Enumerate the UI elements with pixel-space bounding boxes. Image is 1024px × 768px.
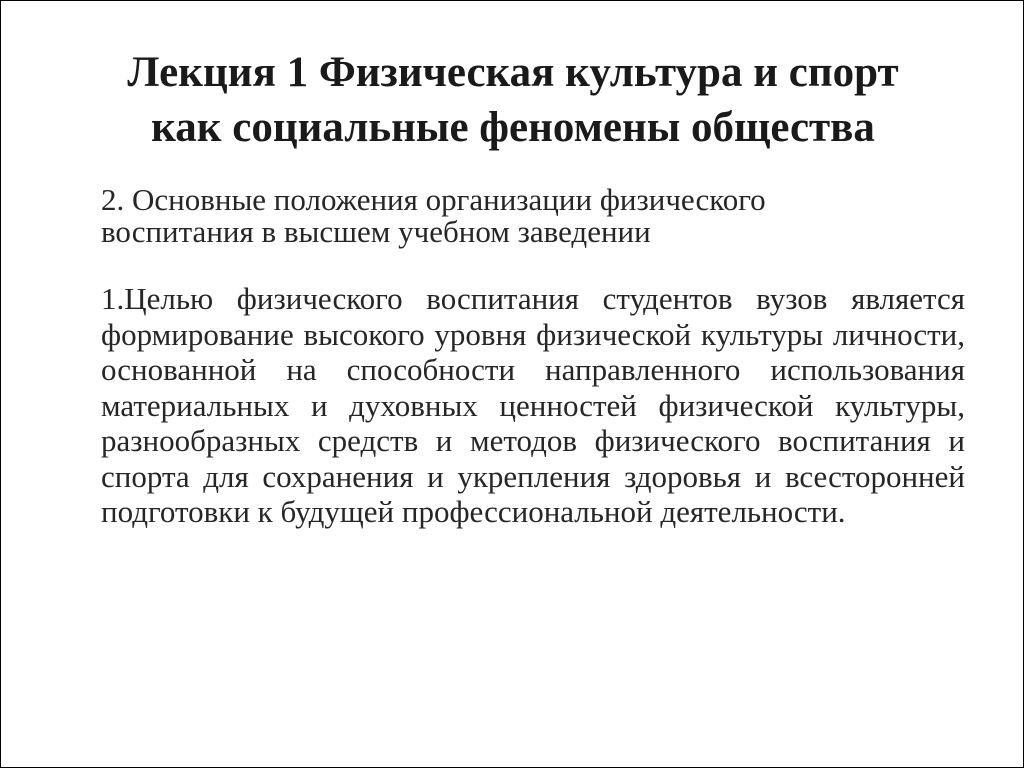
section-heading-line-1: 2. Основные положения организации физического: [101, 182, 766, 217]
slide-title-line-1: Лекция 1 Физическая культура и спорт: [127, 49, 899, 96]
slide-title-line-2: как социальные феномены общества: [151, 104, 875, 151]
body-paragraph: 1.Целью физического воспитания студентов вузов является формирование высокого уровня физической культуры личности, основанной на способности направленного использования материальных и духовных ценностей физической культуры, разнообразных средств и методов физического воспитания и спорта для сохранения и укрепления здоровья и всесторонней подготовки к будущей профессиональной деятельности.: [101, 281, 965, 529]
section-heading-line-2: воспитания в высшем учебном заведении: [101, 214, 651, 249]
section-heading: [101, 184, 941, 248]
slide-title: [61, 45, 965, 155]
